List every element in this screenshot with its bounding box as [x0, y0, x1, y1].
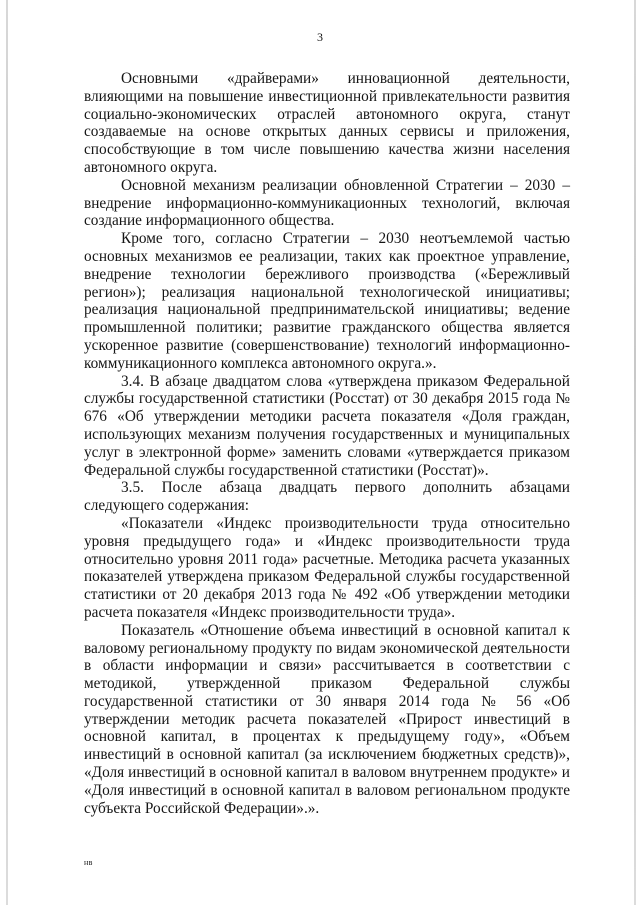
- scan-edge-left: [6, 0, 8, 905]
- paragraph-innovation-drivers: Основными «драйверами» инновационной деятельности, влияющими на повышение инвестиционной привлекательности развития социально-экономических отраслей автономного округа, станут создаваемые на основе открытых данных сервисы и приложения, способствующие в том числе повышению качества жизни населения автономного округа.: [84, 70, 570, 176]
- scan-edge-right: [634, 0, 636, 905]
- page-number: 3: [317, 30, 323, 44]
- paragraph-productivity-indicators: «Показатели «Индекс производительности труда относительно уровня предыдущего года» и «Индекс производительности труда относительно уровня 2011 года» расчетные. Методика расчета указанных показателей утверждена приказом Федеральной службы государственной статистики от 20 декабря 2013 года № 492 «Об утверждении методики расчета показателя «Индекс производительности труда».: [84, 514, 570, 621]
- paragraph-investment-indicator: Показатель «Отношение объема инвестиций в основной капитал к валовому региональному продукту по видам экономической деятельности в области информации и связи» рассчитывается в соответствии с методикой, утвержденной приказом Федеральной службы государственной статистики от 30 января 2014 года № 56 «Об утверждении методик расчета показателей «Прирост инвестиций в основной капитал, в процентах к предыдущему году», «Объем инвестиций в основной капитал (за исключением бюджетных средств)», «Доля инвестиций в основной капитал в валовом внутреннем продукте» и «Доля инвестиций в основной капитал в валовом региональном продукте субъекта Российской Федерации».».: [84, 621, 570, 817]
- document-body: [84, 70, 570, 817]
- paragraph-clause-3-4: 3.4. В абзаце двадцатом слова «утверждена приказом Федеральной службы государственной статистики (Росстат) от 30 декабря 2015 года № 676 «Об утверждении методики расчета показателя «Доля граждан, использующих механизм получения государственных и муниципальных услуг в электронной форме» заменить словами «утверждается приказом Федеральной службы государственной статистики (Росстат)».: [84, 372, 570, 479]
- paragraph-main-mechanism: Основной механизм реализации обновленной Стратегии – 2030 – внедрение информационно-коммуникационных технологий, включая создание информационного общества.: [84, 176, 570, 230]
- footer-code: нв: [84, 858, 93, 867]
- paragraph-strategy-mechanisms: Кроме того, согласно Стратегии – 2030 неотъемлемой частью основных механизмов ее реализации, таких как проектное управление, внедрение технологии бережливого производства («Бережливый регион»); реализация национальной технологической инициативы; реализация национальной предпринимательской инициативы; ведение промышленной политики; развитие гражданского общества является ускоренное развитие (совершенствование) технологий информационно-коммуникационного комплекса автономного округа.».: [84, 230, 570, 372]
- paragraph-clause-3-5: 3.5. После абзаца двадцать первого дополнить абзацами следующего содержания:: [84, 479, 570, 515]
